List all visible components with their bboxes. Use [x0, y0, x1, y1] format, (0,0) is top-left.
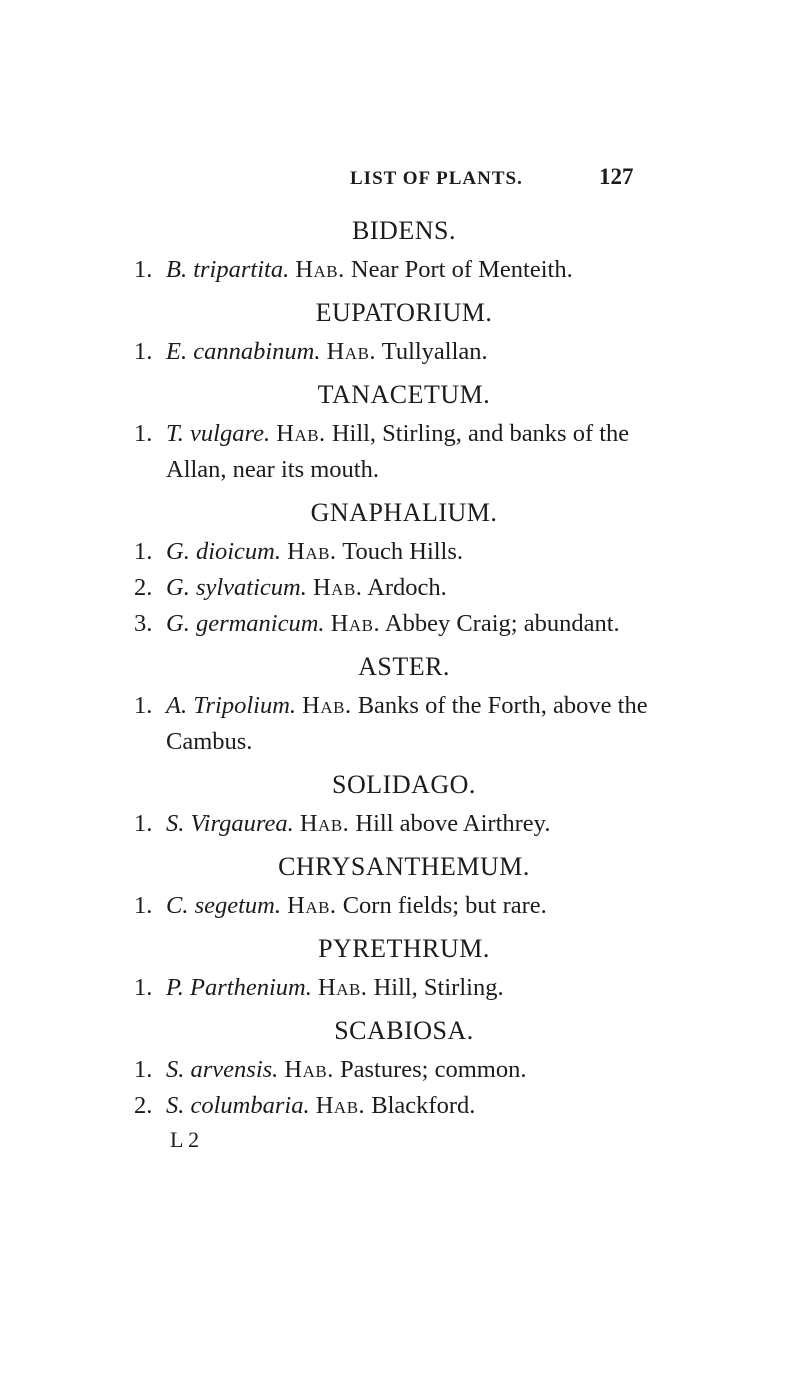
- habitat-label: Hab.: [330, 610, 381, 637]
- genus-heading: GNAPHALIUM.: [310, 498, 498, 527]
- entry-number: 1.: [134, 974, 153, 1001]
- habitat-label: Hab.: [276, 420, 326, 447]
- genus-heading: CHRYSANTHEMUM.: [278, 852, 530, 881]
- species-name: C. segetum.: [166, 892, 281, 919]
- species-entry: [134, 688, 654, 760]
- species-entry: [134, 806, 654, 842]
- habitat-text: Banks of the Forth, above the Cambus.: [166, 692, 648, 755]
- habitat-text: Hill, Stirling.: [373, 974, 504, 1001]
- entry-number: 2.: [134, 1092, 153, 1119]
- genus-heading: BIDENS.: [352, 216, 456, 245]
- species-entry: [134, 570, 654, 606]
- plant-list: [134, 206, 654, 1156]
- species-entry: [134, 334, 654, 370]
- habitat-text: Touch Hills.: [342, 538, 464, 565]
- species-name: S. arvensis.: [166, 1056, 279, 1083]
- genus-heading: TANACETUM.: [317, 380, 491, 409]
- entry-number: 1.: [134, 892, 153, 919]
- species-entry: [134, 1052, 654, 1088]
- species-entry: [134, 416, 654, 488]
- habitat-label: Hab.: [295, 256, 345, 283]
- page-number: 127: [599, 164, 634, 189]
- species-entry: [134, 252, 654, 288]
- entry-number: 1.: [134, 810, 153, 837]
- genus-heading: SCABIOSA.: [334, 1016, 474, 1045]
- habitat-text: Tullyallan.: [381, 338, 488, 365]
- habitat-label: Hab.: [315, 1092, 366, 1119]
- entry-number: 1.: [134, 538, 153, 565]
- species-entry: [134, 970, 654, 1006]
- species-name: T. vulgare.: [166, 420, 271, 447]
- habitat-label: Hab.: [302, 692, 352, 719]
- running-head-title: LIST OF PLANTS.: [350, 168, 523, 189]
- species-name: E. cannabinum.: [166, 338, 321, 365]
- species-entry: [134, 888, 654, 924]
- entry-number: 3.: [134, 610, 153, 637]
- habitat-text: Blackford.: [371, 1092, 476, 1119]
- habitat-text: Near Port of Menteith.: [350, 256, 573, 283]
- entry-number: 1.: [134, 1056, 153, 1083]
- species-name: A. Tripolium.: [166, 692, 297, 719]
- habitat-text: Ardoch.: [367, 574, 447, 601]
- habitat-label: Hab.: [287, 538, 337, 565]
- running-head: [0, 164, 800, 194]
- habitat-label: Hab.: [326, 338, 377, 365]
- genus-heading: ASTER.: [358, 652, 450, 681]
- habitat-label: Hab.: [299, 810, 350, 837]
- habitat-text: Abbey Craig; abundant.: [384, 610, 620, 637]
- habitat-text: Hill, Stirling, and banks of the Allan, near its mouth.: [166, 420, 630, 483]
- genus-heading: PYRETHRUM.: [318, 934, 490, 963]
- signature-mark: L 2: [170, 1127, 200, 1152]
- species-name: P. Parthenium.: [166, 974, 312, 1001]
- species-name: S. Virgaurea.: [166, 810, 294, 837]
- entry-number: 1.: [134, 338, 153, 365]
- entry-number: 2.: [134, 574, 153, 601]
- species-name: S. columbaria.: [166, 1092, 310, 1119]
- entry-number: 1.: [134, 692, 153, 719]
- habitat-label: Hab.: [287, 892, 337, 919]
- species-name: G. sylvaticum.: [166, 574, 307, 601]
- species-name: G. germanicum.: [166, 610, 325, 637]
- habitat-label: Hab.: [318, 974, 368, 1001]
- habitat-text: Pastures; common.: [339, 1056, 527, 1083]
- habitat-label: Hab.: [312, 574, 363, 601]
- entry-number: 1.: [134, 256, 153, 283]
- species-entry: [134, 606, 654, 642]
- species-entry: [134, 1088, 654, 1124]
- entry-number: 1.: [134, 420, 153, 447]
- habitat-text: Corn fields; but rare.: [342, 892, 547, 919]
- habitat-label: Hab.: [284, 1056, 334, 1083]
- species-name: B. tripartita.: [166, 256, 290, 283]
- habitat-text: Hill above Airthrey.: [355, 810, 551, 837]
- species-name: G. dioicum.: [166, 538, 281, 565]
- genus-heading: SOLIDAGO.: [332, 770, 476, 799]
- genus-heading: EUPATORIUM.: [315, 298, 493, 327]
- species-entry: [134, 534, 654, 570]
